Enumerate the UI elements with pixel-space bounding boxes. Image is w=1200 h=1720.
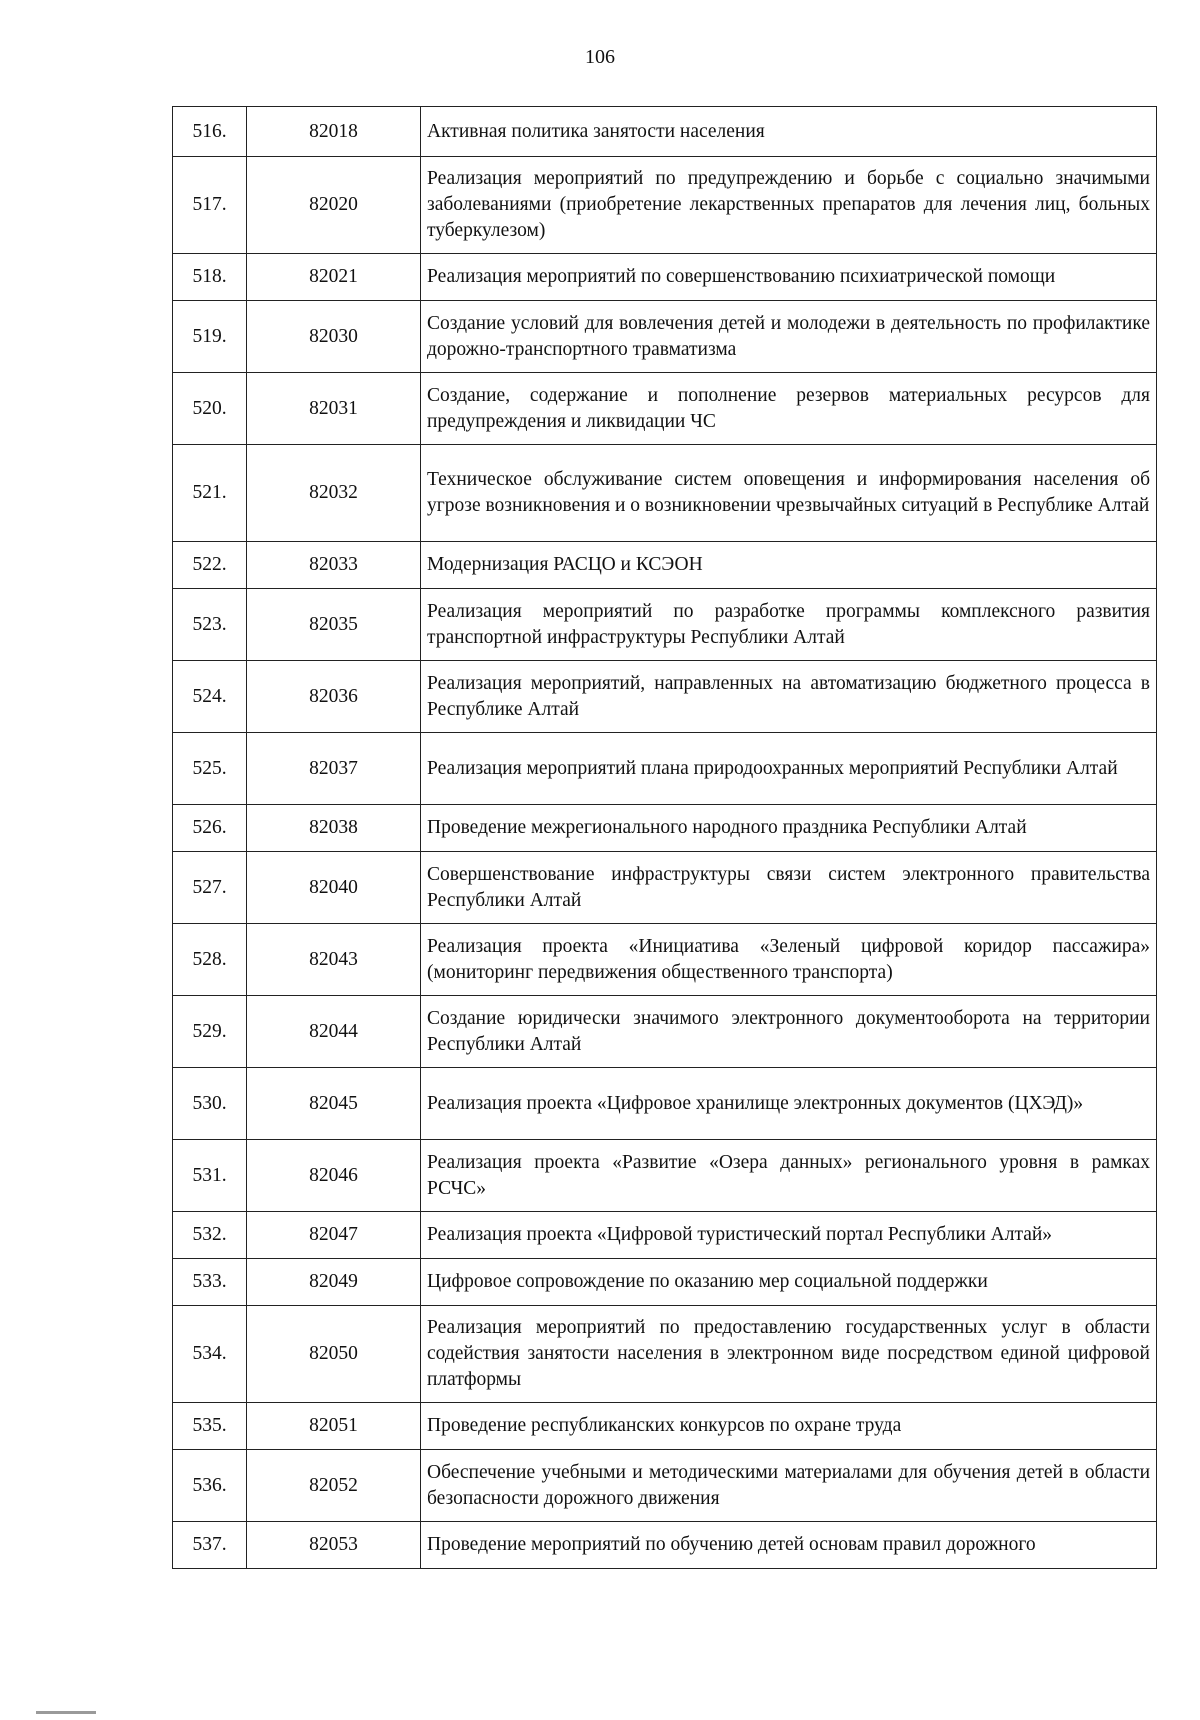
row-number: 528. [173,924,247,996]
row-code: 82044 [247,996,421,1068]
table-row [173,1522,1157,1569]
row-code: 82043 [247,924,421,996]
row-code: 82051 [247,1403,421,1450]
row-number: 525. [173,733,247,805]
row-number: 521. [173,445,247,542]
table-row [173,445,1157,542]
row-name: Реализация мероприятий плана природоохранных мероприятий Республики Алтай [421,733,1157,805]
row-code: 82040 [247,852,421,924]
row-number: 524. [173,661,247,733]
row-code: 82032 [247,445,421,542]
table-row [173,157,1157,254]
table-row [173,805,1157,852]
table-row [173,107,1157,157]
row-number: 522. [173,542,247,589]
row-number: 535. [173,1403,247,1450]
table-row [173,373,1157,445]
row-code: 82049 [247,1259,421,1306]
row-name: Цифровое сопровождение по оказанию мер социальной поддержки [421,1259,1157,1306]
table-row [173,1259,1157,1306]
row-code: 82050 [247,1306,421,1403]
row-name: Проведение межрегионального народного праздника Республики Алтай [421,805,1157,852]
row-code: 82045 [247,1068,421,1140]
row-number: 517. [173,157,247,254]
row-name: Реализация мероприятий по предупреждению и борьбе с социально значимыми заболеваниями (приобретение лекарственных препаратов для лечения лиц, больных туберкулезом) [421,157,1157,254]
row-code: 82020 [247,157,421,254]
row-name: Техническое обслуживание систем оповещения и информирования населения об угрозе возникновения и о возникновении чрезвычайных ситуаций в Республике Алтай [421,445,1157,542]
row-name: Реализация проекта «Развитие «Озера данных» регионального уровня в рамках РСЧС» [421,1140,1157,1212]
row-number: 529. [173,996,247,1068]
table-row [173,924,1157,996]
row-name: Проведение республиканских конкурсов по охране труда [421,1403,1157,1450]
row-code: 82046 [247,1140,421,1212]
row-number: 531. [173,1140,247,1212]
row-number: 526. [173,805,247,852]
row-number: 530. [173,1068,247,1140]
budget-code-table [172,106,1157,1569]
table-row [173,996,1157,1068]
row-code: 82036 [247,661,421,733]
row-number: 534. [173,1306,247,1403]
row-name: Реализация мероприятий по предоставлению государственных услуг в области содействия занятости населения в электронном виде посредством единой цифровой платформы [421,1306,1157,1403]
row-name: Проведение мероприятий по обучению детей основам правил дорожного [421,1522,1157,1569]
row-number: 527. [173,852,247,924]
table-row [173,1450,1157,1522]
table-body [173,107,1157,1569]
row-number: 537. [173,1522,247,1569]
table-row [173,661,1157,733]
row-code: 82031 [247,373,421,445]
row-number: 532. [173,1212,247,1259]
row-number: 516. [173,107,247,157]
row-name: Реализация мероприятий, направленных на автоматизацию бюджетного процесса в Республике Алтай [421,661,1157,733]
row-name: Реализация проекта «Инициатива «Зеленый цифровой коридор пассажира» (мониторинг передвижения общественного транспорта) [421,924,1157,996]
row-name: Реализация мероприятий по разработке программы комплексного развития транспортной инфраструктуры Республики Алтай [421,589,1157,661]
table-row [173,733,1157,805]
row-code: 82030 [247,301,421,373]
row-name: Создание, содержание и пополнение резервов материальных ресурсов для предупреждения и ликвидации ЧС [421,373,1157,445]
row-number: 520. [173,373,247,445]
page-number: 106 [585,46,615,68]
table-row [173,1306,1157,1403]
row-code: 82018 [247,107,421,157]
row-code: 82038 [247,805,421,852]
row-number: 519. [173,301,247,373]
row-name: Модернизация РАСЦО и КСЭОН [421,542,1157,589]
table-row [173,1212,1157,1259]
row-number: 523. [173,589,247,661]
row-name: Реализация мероприятий по совершенствованию психиатрической помощи [421,254,1157,301]
scan-artifact [36,1711,96,1714]
row-code: 82037 [247,733,421,805]
table-row [173,1403,1157,1450]
row-name: Создание условий для вовлечения детей и молодежи в деятельность по профилактике дорожно-транспортного травматизма [421,301,1157,373]
row-code: 82052 [247,1450,421,1522]
table-row [173,1068,1157,1140]
table-row [173,852,1157,924]
row-code: 82033 [247,542,421,589]
row-code: 82021 [247,254,421,301]
row-code: 82047 [247,1212,421,1259]
row-name: Реализация проекта «Цифровое хранилище электронных документов (ЦХЭД)» [421,1068,1157,1140]
table-row [173,301,1157,373]
row-name: Обеспечение учебными и методическими материалами для обучения детей в области безопасности дорожного движения [421,1450,1157,1522]
row-name: Активная политика занятости населения [421,107,1157,157]
row-code: 82053 [247,1522,421,1569]
table-row [173,1140,1157,1212]
row-code: 82035 [247,589,421,661]
table-row [173,542,1157,589]
row-number: 533. [173,1259,247,1306]
table-row [173,589,1157,661]
row-number: 518. [173,254,247,301]
row-name: Создание юридически значимого электронного документооборота на территории Республики Алтай [421,996,1157,1068]
table-row [173,254,1157,301]
row-name: Реализация проекта «Цифровой туристический портал Республики Алтай» [421,1212,1157,1259]
row-name: Совершенствование инфраструктуры связи систем электронного правительства Республики Алтай [421,852,1157,924]
row-number: 536. [173,1450,247,1522]
